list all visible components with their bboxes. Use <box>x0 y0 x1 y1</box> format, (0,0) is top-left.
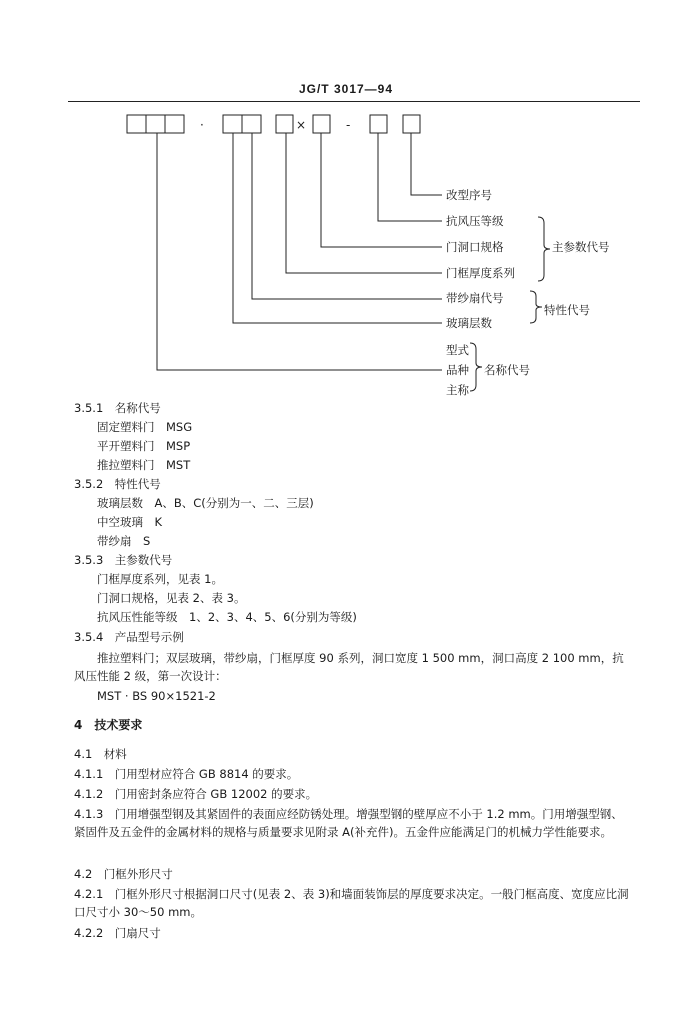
header-rule <box>68 101 640 102</box>
name-code-casement: 平开塑料门 MSP <box>97 439 191 453</box>
sep-dash: - <box>346 118 351 132</box>
section-4-1-heading: 4.1 材料 <box>74 747 127 761</box>
leader-wind <box>378 133 442 221</box>
section-3-5-4-heading: 3.5.4 产品型号示例 <box>74 630 184 644</box>
param-opening-size: 门洞口规格，见表 2、表 3。 <box>97 591 246 605</box>
code-box-name-2 <box>146 115 165 133</box>
sep-dot: · <box>200 118 204 132</box>
section-4-2-heading: 4.2 门框外形尺寸 <box>74 867 173 881</box>
section-3-5-2-heading: 3.5.2 特性代号 <box>74 477 161 491</box>
sep-times: × <box>296 118 307 132</box>
label-glass-layers: 玻璃层数 <box>446 316 492 330</box>
clause-4-1-1: 4.1.1 门用型材应符合 GB 8814 的要求。 <box>74 767 299 781</box>
label-wind-pressure: 抗风压等级 <box>446 214 504 228</box>
code-box-name-1 <box>127 115 146 133</box>
name-code-sliding: 推拉塑料门 MST <box>97 458 191 472</box>
section-3-5-1-heading: 3.5.1 名称代号 <box>74 401 161 415</box>
section-3-5-3-heading: 3.5.3 主参数代号 <box>74 553 173 567</box>
code-box-revision <box>403 115 420 133</box>
clause-4-1-2: 4.1.2 门用密封条应符合 GB 12002 的要求。 <box>74 787 318 801</box>
brace-main <box>538 217 550 281</box>
code-box-wind <box>370 115 387 133</box>
leader-screen <box>252 133 442 299</box>
param-wind-grade: 抗风压性能等级 1、2、3、4、5、6(分别为等级) <box>97 610 357 624</box>
group-characteristics: 特性代号 <box>544 303 590 317</box>
leader-thickness <box>286 133 442 273</box>
model-example-text: 推拉塑料门；双层玻璃，带纱扇，门框厚度 90 系列，洞口宽度 1 500 mm，洞口高度 2 100 mm，抗风压性能 2 级，第一次设计： <box>74 651 624 683</box>
group-main-params: 主参数代号 <box>552 240 610 254</box>
label-main-title: 主称 <box>446 383 469 397</box>
clause-4-2-2: 4.2.2 门扇尺寸 <box>74 926 161 940</box>
code-box-char-1 <box>223 115 242 133</box>
clause-4-2-1: 4.2.1 门框外形尺寸根据洞口尺寸(见表 2、表 3)和墙面装饰层的厚度要求决定。一般门框高度、宽度应比洞口尺寸小 30～50 mm。 <box>74 887 629 919</box>
brace-char <box>530 291 542 323</box>
group-name: 名称代号 <box>484 363 530 377</box>
model-example-code: MST · BS 90×1521-2 <box>97 689 216 703</box>
param-frame-thickness: 门框厚度系列，见表 1。 <box>97 572 223 586</box>
label-frame-thickness: 门框厚度系列 <box>446 266 515 280</box>
code-box-char-2 <box>242 115 261 133</box>
char-code-glass: 玻璃层数 A、B、C(分别为一、二、三层) <box>97 496 314 510</box>
label-screen-sash: 带纱扇代号 <box>446 291 504 305</box>
label-variety: 品种 <box>446 363 469 377</box>
code-box-name-3 <box>165 115 184 133</box>
running-header: JG/T 3017—94 <box>298 82 394 96</box>
char-code-hollow: 中空玻璃 K <box>97 515 163 529</box>
brace-name <box>470 343 482 391</box>
leader-size <box>321 133 442 247</box>
name-code-fixed: 固定塑料门 MSG <box>97 420 193 434</box>
char-code-screen: 带纱扇 S <box>97 534 151 548</box>
leader-name <box>157 133 442 370</box>
label-type: 型式 <box>446 343 469 357</box>
label-revision: 改型序号 <box>446 188 492 202</box>
label-opening-size: 门洞口规格 <box>446 240 504 254</box>
code-box-size <box>313 115 330 133</box>
section-4-heading: 4 技术要求 <box>74 718 143 732</box>
clause-4-1-3: 4.1.3 门用增强型钢及其紧固件的表面应经防锈处理。增强型钢的壁厚应不小于 1.2 mm。门用增强型钢、紧固件及五金件的金属材料的规格与质量要求见附录 A(补充件)。五金件应能满足门的机械力学性能要求。 <box>74 807 623 839</box>
leader-revision <box>411 133 442 195</box>
code-box-thickness <box>276 115 293 133</box>
